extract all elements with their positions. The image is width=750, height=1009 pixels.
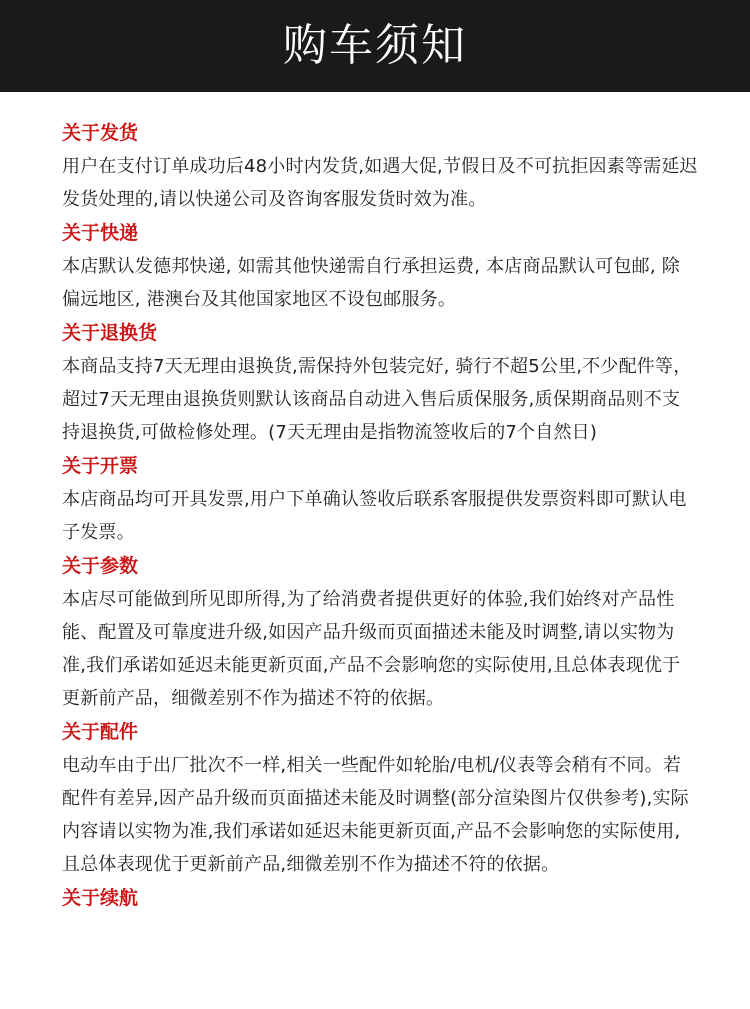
- section-title: 关于发货: [62, 122, 139, 144]
- section-specs: [62, 549, 698, 715]
- section-body: 用户在支付订单成功后48小时内发货,如遇大促,节假日及不可抗拒因素等需延迟发货处理的,请以快递公司及咨询客服发货时效为准。: [62, 156, 698, 210]
- section-title: 关于参数: [62, 555, 139, 577]
- section-shipping: [62, 116, 698, 216]
- section-body: 本店商品均可开具发票,用户下单确认签收后联系客服提供发票资料即可默认电子发票。: [62, 489, 687, 543]
- section-range: [62, 881, 698, 915]
- section-invoice: [62, 449, 698, 549]
- section-body: 本店默认发德邦快递, 如需其他快递需自行承担运费, 本店商品默认可包邮, 除偏远地区, 港澳台及其他国家地区不设包邮服务。: [62, 256, 680, 310]
- section-body: 本店尽可能做到所见即所得,为了给消费者提供更好的体验,我们始终对产品性能、配置及可靠度进升级,如因产品升级而页面描述未能及时调整,请以实物为准,我们承诺如延迟未能更新页面,产品不会影响您的实际使用,且总体表现优于更新前产品，细微差别不作为描述不符的依据。: [62, 589, 681, 709]
- page-title: 购车须知: [283, 20, 467, 71]
- section-title: 关于退换货: [62, 322, 158, 344]
- section-title: 关于配件: [62, 721, 139, 743]
- section-title: 关于续航: [62, 887, 139, 909]
- notice-content: [0, 92, 750, 915]
- section-courier: [62, 216, 698, 316]
- section-accessories: [62, 715, 698, 881]
- section-returns: [62, 316, 698, 449]
- section-title: 关于开票: [62, 455, 139, 477]
- section-title: 关于快递: [62, 222, 139, 244]
- section-body: 电动车由于出厂批次不一样,相关一些配件如轮胎/电机/仪表等会稍有不同。若配件有差异,因产品升级而页面描述未能及时调整(部分渲染图片仅供参考),实际内容请以实物为准,我们承诺如延迟未能更新页面,产品不会影响您的实际使用,且总体表现优于更新前产品,细微差别不作为描述不符的依据。: [62, 755, 689, 875]
- section-body: 本商品支持7天无理由退换货,需保持外包装完好, 骑行不超5公里,不少配件等，超过7天无理由退换货则默认该商品自动进入售后质保服务,质保期商品则不支持退换货,可做检修处理。(7天无理由是指物流签收后的7个自然日): [62, 356, 692, 443]
- page-header: [0, 0, 750, 92]
